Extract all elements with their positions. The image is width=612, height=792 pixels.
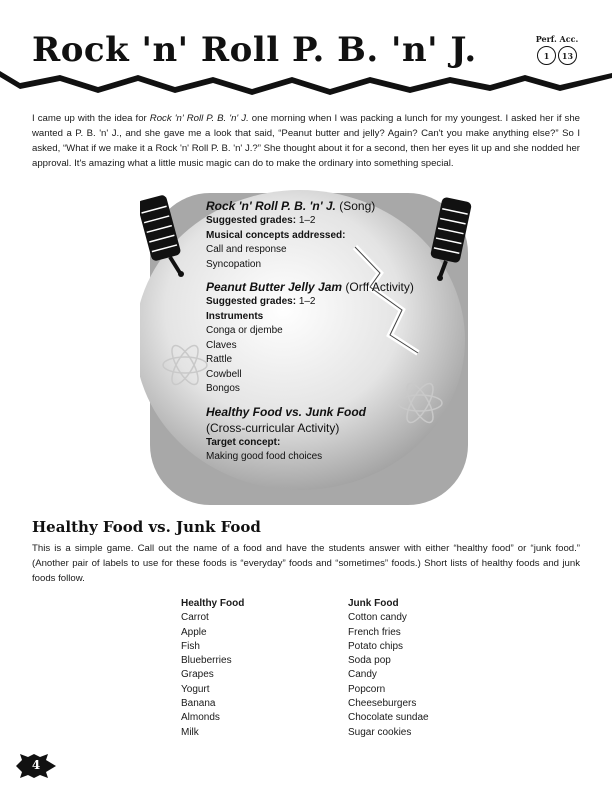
acc-number-circle: 13 bbox=[558, 46, 577, 65]
list-item: Yogurt bbox=[181, 683, 210, 695]
song-type: (Song) bbox=[339, 199, 376, 213]
page-number: 4 bbox=[31, 758, 41, 772]
intro-text-end: one morning when I was packing a lunch for my youngest. I asked her if she wanted a P. B. 'n' J., and she gave me a look that said, “Peanut butter and jelly? Again? Can't you make anything else?” So I asked, “What if we make it a Rock 'n' Roll P. B. 'n' J.?” She thought about it for a second, then her eyes lit up and she nodded her approval. It's amazing what a little music magic can do to make the ordinary into something special. bbox=[32, 113, 581, 169]
target-label: Target concept: bbox=[206, 436, 281, 448]
orff-title: Peanut Butter Jelly Jam bbox=[206, 280, 343, 294]
list-item: Grapes bbox=[181, 669, 214, 681]
junk-header: Junk Food bbox=[348, 598, 399, 609]
list-item: Banana bbox=[181, 698, 216, 710]
list-item: Chocolate sundae bbox=[348, 712, 429, 724]
cross-type: (Cross-curricular Activity) bbox=[206, 420, 340, 435]
intro-paragraph bbox=[32, 111, 580, 171]
perf-acc-label: Perf. Acc. bbox=[535, 34, 579, 44]
list-item: Fish bbox=[181, 640, 200, 652]
grades-value: 1–2 bbox=[298, 296, 316, 307]
list-item: Blueberries bbox=[181, 655, 232, 667]
grades-label: Suggested grades: bbox=[206, 296, 297, 307]
instrument-item: Conga or djembe bbox=[206, 325, 283, 336]
target-value: Making good food choices bbox=[206, 451, 323, 462]
song-title-line bbox=[206, 198, 446, 214]
song-title: Rock 'n' Roll P. B. 'n' J. bbox=[206, 199, 336, 213]
activity-summary bbox=[206, 198, 446, 465]
page-title: Rock 'n' Roll P. B. 'n' J. bbox=[32, 30, 477, 70]
list-item: Popcorn bbox=[348, 683, 386, 695]
cross-title: Healthy Food vs. Junk Food bbox=[206, 404, 367, 419]
perf-number-circle: 1 bbox=[537, 46, 556, 65]
list-item: Cheeseburgers bbox=[348, 698, 417, 710]
list-item: Potato chips bbox=[348, 640, 404, 652]
instrument-item: Claves bbox=[206, 339, 237, 351]
list-item: Soda pop bbox=[348, 655, 391, 667]
healthy-food-list bbox=[181, 597, 244, 740]
orff-title-line bbox=[206, 279, 446, 295]
grades-value: 1–2 bbox=[298, 215, 316, 226]
intro-title-italic: Rock 'n' Roll P. B. 'n' J. bbox=[149, 113, 249, 124]
orff-grades bbox=[206, 295, 446, 310]
list-item: Sugar cookies bbox=[348, 726, 412, 738]
grades-label: Suggested grades: bbox=[206, 215, 297, 226]
concept-item: Syncopation bbox=[206, 258, 262, 270]
song-grades bbox=[206, 214, 446, 229]
perf-acc-badge bbox=[522, 34, 592, 65]
instrument-item: Cowbell bbox=[206, 368, 242, 380]
intro-text-start: I came up with the idea for bbox=[32, 113, 150, 124]
instrument-item: Rattle bbox=[206, 354, 233, 365]
concept-item: Call and response bbox=[206, 244, 287, 255]
list-item: Milk bbox=[181, 726, 199, 738]
instrument-item: Bongos bbox=[206, 383, 240, 394]
orff-type: (Orff Activity) bbox=[345, 280, 414, 294]
game-description: This is a simple game. Call out the name of a food and have the students answer with either “healthy food” or “junk food.” (Another pair of labels to use for these foods is “everyday” foods and “sometimes” foods.) Short lists of healthy foods and junk foods follow. bbox=[32, 543, 580, 584]
zigzag-divider bbox=[0, 55, 612, 105]
healthy-header: Healthy Food bbox=[181, 598, 245, 609]
list-item: Apple bbox=[181, 626, 207, 638]
section-heading: Healthy Food vs. Junk Food bbox=[32, 518, 261, 536]
list-item: Candy bbox=[348, 669, 377, 681]
junk-food-list bbox=[348, 597, 429, 740]
list-item: Almonds bbox=[181, 712, 220, 724]
list-item: French fries bbox=[348, 626, 401, 638]
concepts-label: Musical concepts addressed: bbox=[206, 229, 346, 241]
list-item: Cotton candy bbox=[348, 612, 407, 624]
list-item: Carrot bbox=[181, 612, 209, 624]
instruments-label: Instruments bbox=[206, 310, 264, 322]
